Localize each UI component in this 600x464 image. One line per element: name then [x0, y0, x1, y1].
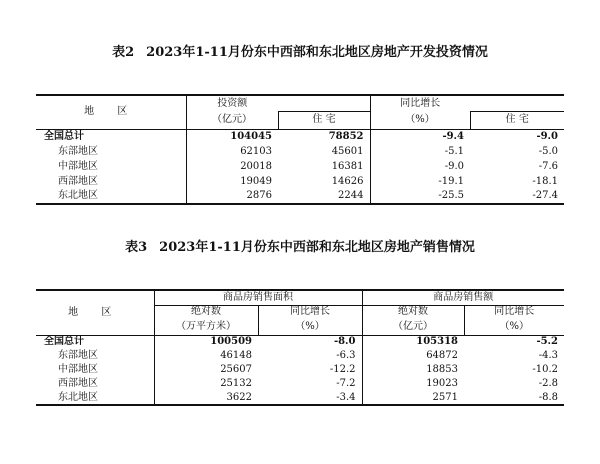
area-cell: 46148	[220, 350, 252, 361]
region-cell: 中部地区	[36, 363, 154, 377]
region-cell: 全国总计	[36, 335, 154, 349]
table3-header-sales-unit: （亿元）	[362, 319, 464, 335]
growth-cell: -9.0	[444, 160, 464, 172]
table3-header-sales-growth-unit: （%）	[499, 320, 529, 332]
region-cell: 东部地区	[36, 144, 186, 159]
sales-growth-cell: -2.8	[538, 378, 558, 389]
table2-investment	[36, 94, 564, 205]
table-row	[36, 129, 564, 144]
table-row	[36, 174, 564, 189]
region-cell: 西部地区	[36, 377, 154, 391]
table2-header-growth-spacer	[470, 95, 564, 111]
residential-cell: 45601	[278, 144, 370, 159]
table3-header-area-growth: 同比增长	[258, 305, 362, 319]
table-row	[36, 144, 564, 159]
table3-title-text: 2023年1-11月份东中西部和东北地区房地产销售情况	[159, 240, 475, 255]
table-row	[36, 363, 564, 377]
area-growth-cell: -8.0	[258, 335, 362, 349]
region-cell: 东北地区	[36, 189, 186, 204]
sales-growth-cell: -4.3	[538, 350, 558, 361]
table3-header-region: 地 区	[36, 290, 154, 335]
table2-header-investment-unit: （亿元）	[212, 113, 252, 125]
growth-cell: -5.1	[444, 145, 464, 157]
sales-growth-cell: -8.8	[464, 391, 564, 405]
growth-cell: -9.4	[370, 129, 470, 144]
residential-cell: 16381	[278, 159, 370, 174]
growth-residential-cell: -18.1	[532, 175, 558, 187]
table3-title-number: 表3	[125, 240, 148, 255]
area-growth-cell: -3.4	[258, 391, 362, 405]
table2-header-region: 地 区	[36, 95, 186, 129]
sales-growth-cell: -10.2	[532, 364, 558, 375]
growth-residential-cell: -27.4	[470, 189, 564, 204]
region-cell: 全国总计	[36, 129, 186, 144]
sales-cell: 19023	[426, 378, 458, 389]
table-row	[36, 349, 564, 363]
region-cell: 中部地区	[36, 159, 186, 174]
table3-header-sales-group: 商品房销售额	[362, 290, 564, 305]
growth-residential-cell: -9.0	[470, 129, 564, 144]
table2-header-investment-spacer	[278, 95, 370, 111]
growth-cell: -25.5	[370, 189, 470, 204]
table3-title	[0, 240, 600, 256]
table2-header-growth-unit: （%）	[405, 113, 435, 125]
region-cell: 西部地区	[36, 174, 186, 189]
sales-cell: 105318	[362, 335, 464, 349]
table3-sales	[36, 289, 564, 406]
area-growth-cell: -12.2	[258, 363, 362, 377]
table-row	[36, 189, 564, 204]
table2-title-number: 表2	[112, 45, 135, 60]
area-growth-cell: -7.2	[258, 377, 362, 391]
table3-header-sales-absolute: 绝对数	[362, 305, 464, 319]
table3-header-area-growth-unit: （%）	[258, 319, 362, 335]
table2-header-growth: 同比增长	[370, 95, 470, 111]
area-cell: 3622	[154, 391, 258, 405]
area-growth-cell: -6.3	[258, 349, 362, 363]
area-cell: 25132	[220, 378, 252, 389]
investment-cell: 2876	[186, 189, 278, 204]
area-cell: 100509	[154, 335, 258, 349]
table-row	[36, 377, 564, 391]
table-row	[36, 159, 564, 174]
investment-cell: 104045	[186, 129, 278, 144]
region-cell: 东部地区	[36, 349, 154, 363]
region-cell: 东北地区	[36, 391, 154, 405]
growth-residential-cell: -5.0	[538, 145, 558, 157]
growth-residential-cell: -7.6	[538, 160, 558, 172]
investment-cell: 19049	[240, 175, 272, 187]
sales-growth-cell: -5.2	[464, 335, 564, 349]
residential-cell: 2244	[278, 189, 370, 204]
investment-cell: 20018	[240, 160, 272, 172]
residential-cell: 14626	[278, 174, 370, 189]
table3-header-area-unit: （万平方米）	[154, 319, 258, 335]
investment-cell: 62103	[240, 145, 272, 157]
table2-header-growth-residential: 住 宅	[470, 111, 564, 129]
table2-header-residential: 住 宅	[278, 111, 370, 129]
sales-cell: 64872	[426, 350, 458, 361]
table3-header-area-group: 商品房销售面积	[154, 290, 362, 305]
table-row	[36, 335, 564, 349]
table2-title-text: 2023年1-11月份东中西部和东北地区房地产开发投资情况	[146, 45, 488, 60]
area-cell: 25607	[220, 364, 252, 375]
table2-header-investment: 投资额	[186, 95, 278, 111]
residential-cell: 78852	[278, 129, 370, 144]
table2-title	[0, 45, 600, 61]
sales-cell: 2571	[362, 391, 464, 405]
table3-header-sales-growth: 同比增长	[494, 306, 535, 318]
sales-cell: 18853	[426, 364, 458, 375]
growth-cell: -19.1	[438, 175, 464, 187]
table-row	[36, 391, 564, 405]
table3-header-area-absolute: 绝对数	[154, 305, 258, 319]
